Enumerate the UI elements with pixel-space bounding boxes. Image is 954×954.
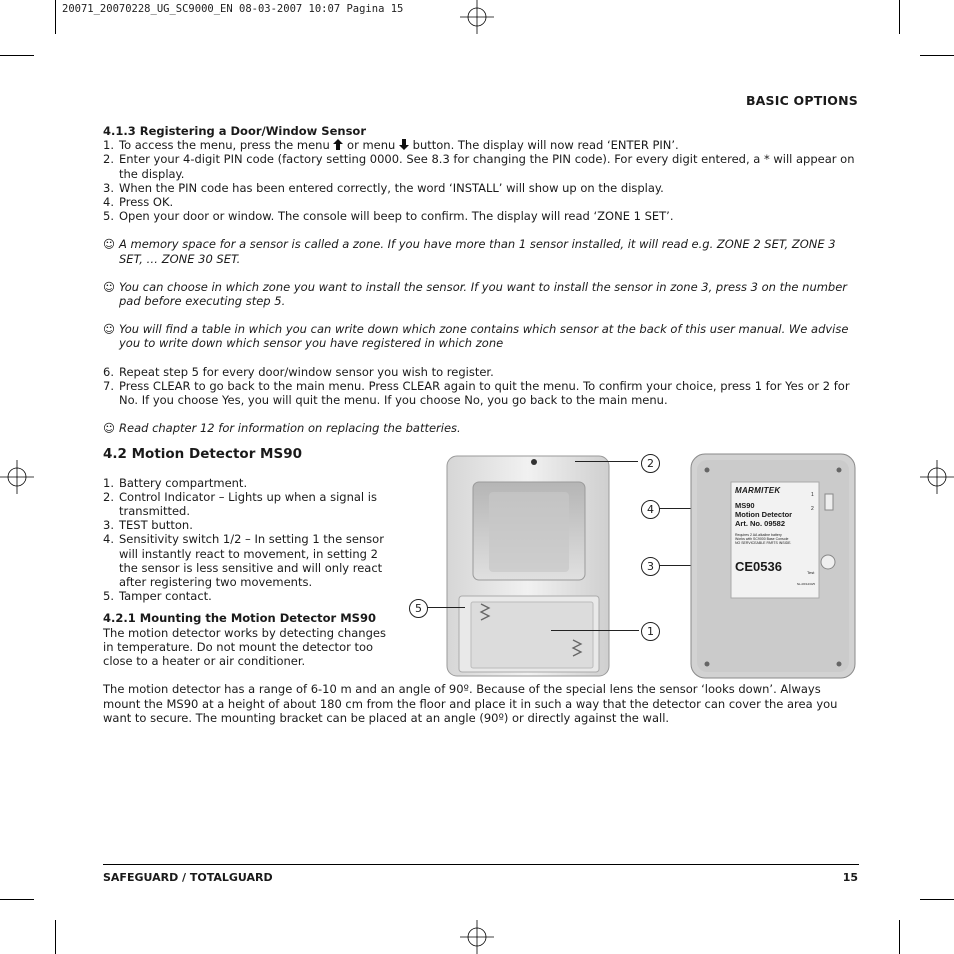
tip-note: ☺ Read chapter 12 for information on replacing the batteries. — [103, 421, 461, 436]
smiley-icon: ☺ — [103, 421, 115, 436]
ms90-figure — [405, 452, 865, 680]
list-item: 1. To access the menu, press the menu or menu button. The display will now read ‘ENTER PIN’. — [103, 138, 679, 153]
switch-label: 2 — [811, 506, 814, 512]
list-item: 4. Sensitivity switch 1/2 – In setting 1 the sensor will instantly react to movement, in setting 2 the sensor is less sensitive and will only react after registering two movements. — [103, 532, 384, 590]
fine-print: NO SERVICEABLE PARTS INSIDE. — [735, 541, 792, 545]
footer-title: SAFEGUARD / TOTALGUARD — [103, 871, 273, 884]
registration-mark-icon — [920, 460, 954, 494]
registration-steps-continued — [103, 365, 859, 408]
registration-mark-icon — [460, 0, 494, 34]
article-number: Art. No. 09582 — [735, 519, 786, 528]
callout-3: 3 — [641, 557, 660, 576]
serial-number: NL-06/1234/5 — [796, 582, 815, 586]
switch-label: 1 — [811, 492, 814, 498]
callout-4: 4 — [641, 500, 660, 519]
arrow-up-icon — [333, 139, 343, 150]
list-item: 4. Press OK. — [103, 195, 174, 210]
callout-leader — [427, 607, 465, 608]
section-heading: 4.1.3 Registering a Door/Window Sensor — [103, 124, 366, 138]
ce-mark: CE0536 — [735, 559, 782, 574]
fine-print: Works with SC9000 Base Console — [735, 537, 789, 541]
mounting-heading: 4.2.1 Mounting the Motion Detector MS90 — [103, 611, 376, 626]
section-label: BASIC OPTIONS — [745, 93, 858, 108]
crop-mark — [920, 899, 954, 900]
tip-note: ☺ You can choose in which zone you want to install the sensor. If you want to install the sensor in zone 3, press 3 on the number pad before executing step 5. — [103, 279, 848, 309]
list-item: 1. Battery compartment. — [103, 475, 248, 490]
tip-note: ☺ A memory space for a sensor is called a zone. If you have more than 1 sensor installed, it will read e.g. ZONE 2 SET, ZONE 3 SET, … ZONE 30 SET. — [103, 237, 836, 266]
list-item: 5. Open your door or window. The console will beep to confirm. The display will read ‘ZONE 1 SET’. — [103, 209, 674, 224]
component-list — [103, 476, 393, 604]
callout-leader — [575, 461, 638, 462]
crop-mark — [0, 899, 34, 900]
callout-2: 2 — [641, 454, 660, 473]
callout-leader — [551, 630, 639, 631]
smiley-icon: ☺ — [103, 279, 115, 294]
fine-print: Requires 2 AA alkaline battery — [735, 533, 782, 537]
registration-steps — [103, 138, 859, 223]
list-item: 2. Enter your 4-digit PIN code (factory setting 0000. See 8.3 for changing the PIN code). For every digit entered, a * will appear on the display. — [103, 152, 855, 181]
registration-mark-icon — [0, 460, 34, 494]
crop-mark — [55, 0, 56, 34]
list-item: 3. TEST button. — [103, 518, 193, 533]
footer-rule — [103, 864, 859, 865]
test-label: Test — [807, 570, 815, 575]
crop-mark — [920, 55, 954, 56]
page-number: 15 — [842, 871, 858, 884]
callout-5: 5 — [409, 599, 428, 618]
range-paragraph: The motion detector has a range of 6-10 m and an angle of 90º. Because of the special lens the sensor ‘looks down’. Always mount the MS90 at a height of about 180 cm from the floor and place it in such a way that the detector can cover the area you want to secure. The mounting bracket can be placed at an angle (90º) or directly against the wall. — [103, 682, 838, 725]
callout-1: 1 — [641, 622, 660, 641]
smiley-icon: ☺ — [103, 322, 115, 337]
crop-mark — [899, 0, 900, 34]
crop-mark — [55, 920, 56, 954]
print-slug: 20071_20070228_UG_SC9000_EN 08-03-2007 10:07 Pagina 15 — [62, 3, 404, 15]
tip-note: ☺ You will find a table in which you can write down which zone contains which sensor at the back of this user manual. We advise you to write down which sensor you have registered in which zone — [103, 322, 849, 351]
registration-mark-icon — [460, 920, 494, 954]
crop-mark — [899, 920, 900, 954]
arrow-down-icon — [399, 139, 409, 150]
list-item: 2. Control Indicator – Lights up when a signal is transmitted. — [103, 489, 377, 519]
brand-logo: MARMITEK — [735, 486, 781, 495]
list-item: 5. Tamper contact. — [103, 589, 212, 604]
mounting-paragraph: The motion detector works by detecting changes in temperature. Do not mount the detector too close to a heater or air conditioner. — [103, 625, 386, 669]
crop-mark — [0, 55, 34, 56]
ms90-front-illustration — [445, 452, 665, 680]
smiley-icon: ☺ — [103, 237, 115, 252]
list-item: 6. Repeat step 5 for every door/window sensor you wish to register. — [103, 364, 494, 379]
product-label — [735, 486, 815, 586]
model-name: MS90 — [735, 501, 755, 510]
list-item: 7. Press CLEAR to go back to the main menu. Press CLEAR again to quit the menu. To confirm your choice, press 1 for Yes or 2 for No. If you choose Yes, you will quit the menu. If you choose No, you go back to the main menu. — [103, 378, 850, 408]
product-name: Motion Detector — [735, 510, 793, 519]
list-item: 3. When the PIN code has been entered correctly, the word ‘INSTALL’ will show up on the display. — [103, 180, 664, 195]
motion-detector-heading: 4.2 Motion Detector MS90 — [103, 446, 302, 463]
